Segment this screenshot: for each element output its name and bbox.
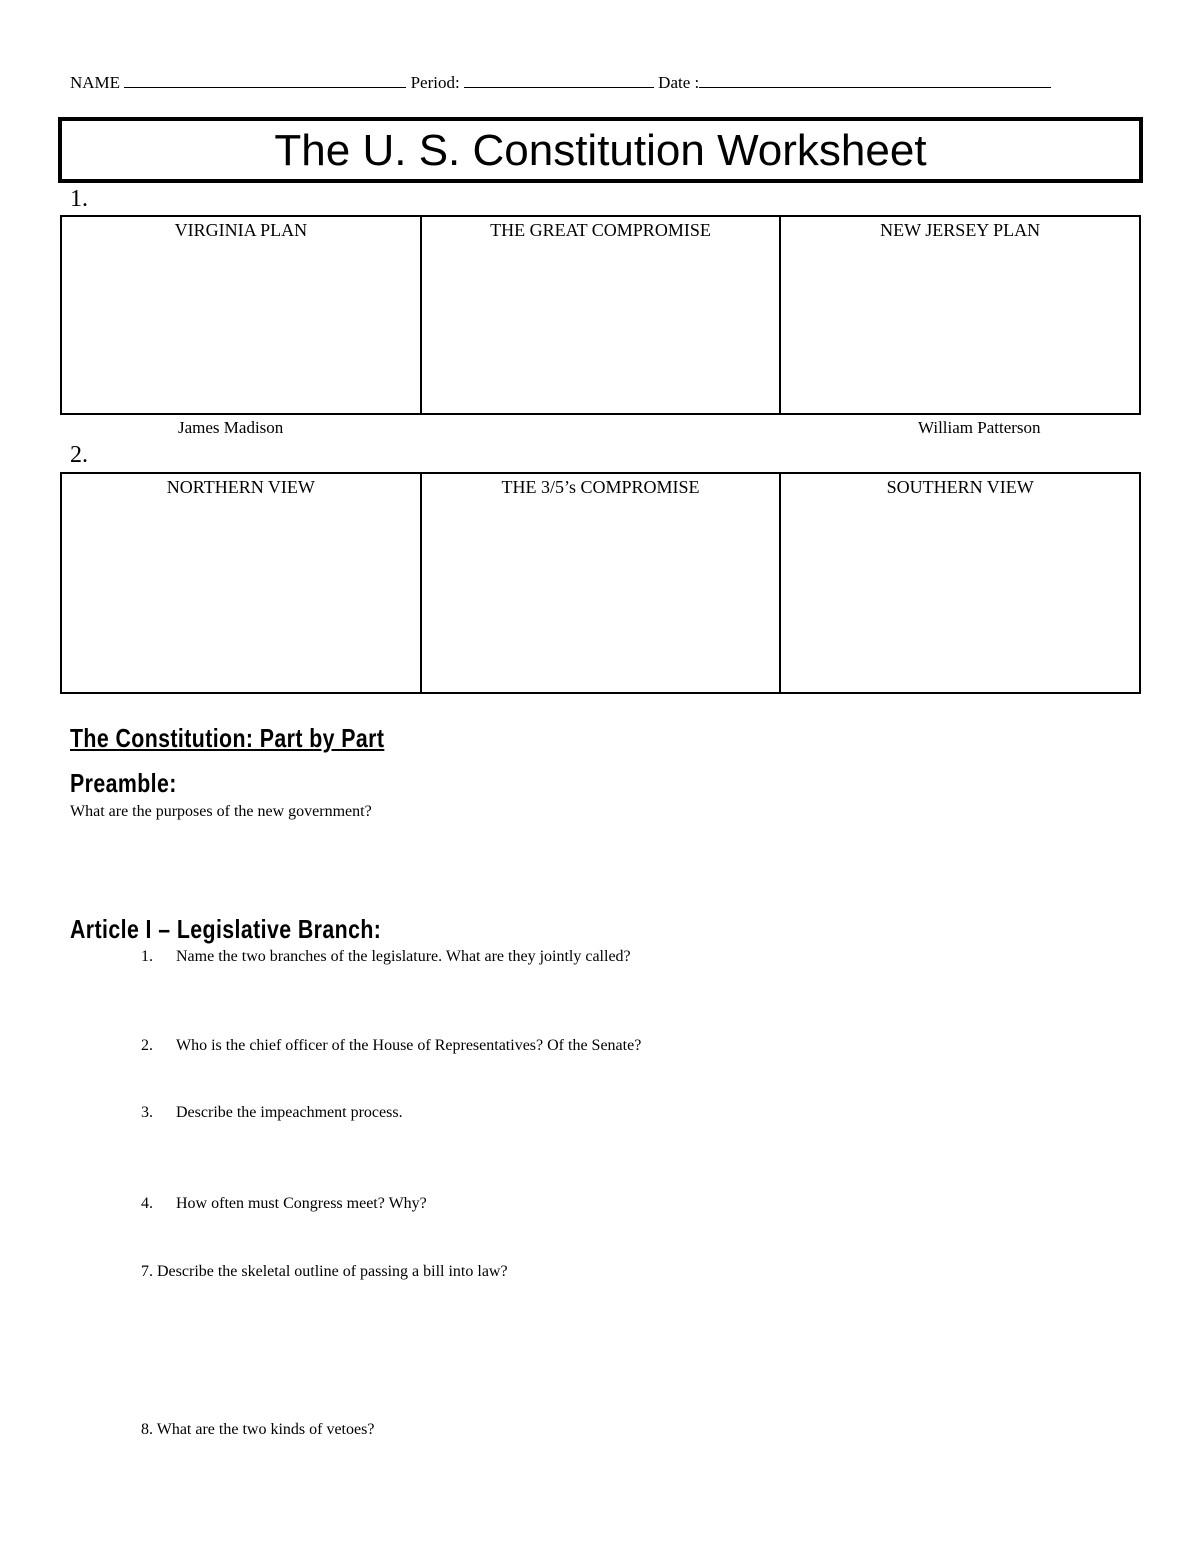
question-number: 2. (141, 1037, 153, 1054)
author-patterson: William Patterson (918, 418, 1041, 437)
period-blank[interactable] (464, 73, 654, 88)
question-text: Name the two branches of the legislature. What are they jointly called? (176, 948, 631, 965)
date-label: Date : (658, 73, 700, 92)
student-info-line (70, 73, 1051, 93)
period-label: Period: (410, 73, 460, 92)
question-text: Describe the impeachment process. (176, 1104, 403, 1121)
worksheet-title: The U. S. Constitution Worksheet (58, 117, 1143, 183)
question-text: Describe the skeletal outline of passing a bill into law? (157, 1263, 508, 1280)
section-1-number: 1. (70, 186, 88, 212)
question-number: 8. (141, 1421, 153, 1438)
views-table (60, 472, 1141, 694)
preamble-heading: Preamble: (70, 768, 177, 798)
new-jersey-plan-cell[interactable]: NEW JERSEY PLAN (780, 216, 1140, 414)
question-number: 1. (141, 948, 153, 965)
date-blank[interactable] (699, 73, 1051, 88)
question-text: What are the two kinds of vetoes? (156, 1421, 375, 1438)
question-item (141, 948, 631, 966)
southern-view-cell[interactable]: SOUTHERN VIEW (780, 473, 1140, 693)
three-fifths-compromise-cell[interactable]: THE 3/5’s COMPROMISE (421, 473, 781, 693)
author-madison: James Madison (178, 418, 284, 437)
part-title: The Constitution: Part by Part (70, 723, 385, 753)
article-1-heading: Article I – Legislative Branch: (70, 914, 382, 944)
preamble-question: What are the purposes of the new government? (70, 803, 372, 820)
section-2-number: 2. (70, 442, 88, 468)
question-number: 7. (141, 1263, 153, 1280)
question-item (141, 1104, 403, 1122)
question-item (141, 1037, 641, 1055)
question-item (141, 1421, 374, 1439)
question-item (141, 1263, 508, 1281)
question-text: How often must Congress meet? Why? (176, 1195, 427, 1212)
question-number: 3. (141, 1104, 153, 1121)
plans-table (60, 215, 1141, 415)
name-blank[interactable] (124, 73, 406, 88)
name-label: NAME (70, 73, 121, 92)
question-text: Who is the chief officer of the House of Representatives? Of the Senate? (176, 1037, 642, 1054)
virginia-plan-cell[interactable]: VIRGINIA PLAN (61, 216, 421, 414)
northern-view-cell[interactable]: NORTHERN VIEW (61, 473, 421, 693)
question-item (141, 1195, 427, 1213)
great-compromise-cell[interactable]: THE GREAT COMPROMISE (421, 216, 781, 414)
question-number: 4. (141, 1195, 153, 1212)
